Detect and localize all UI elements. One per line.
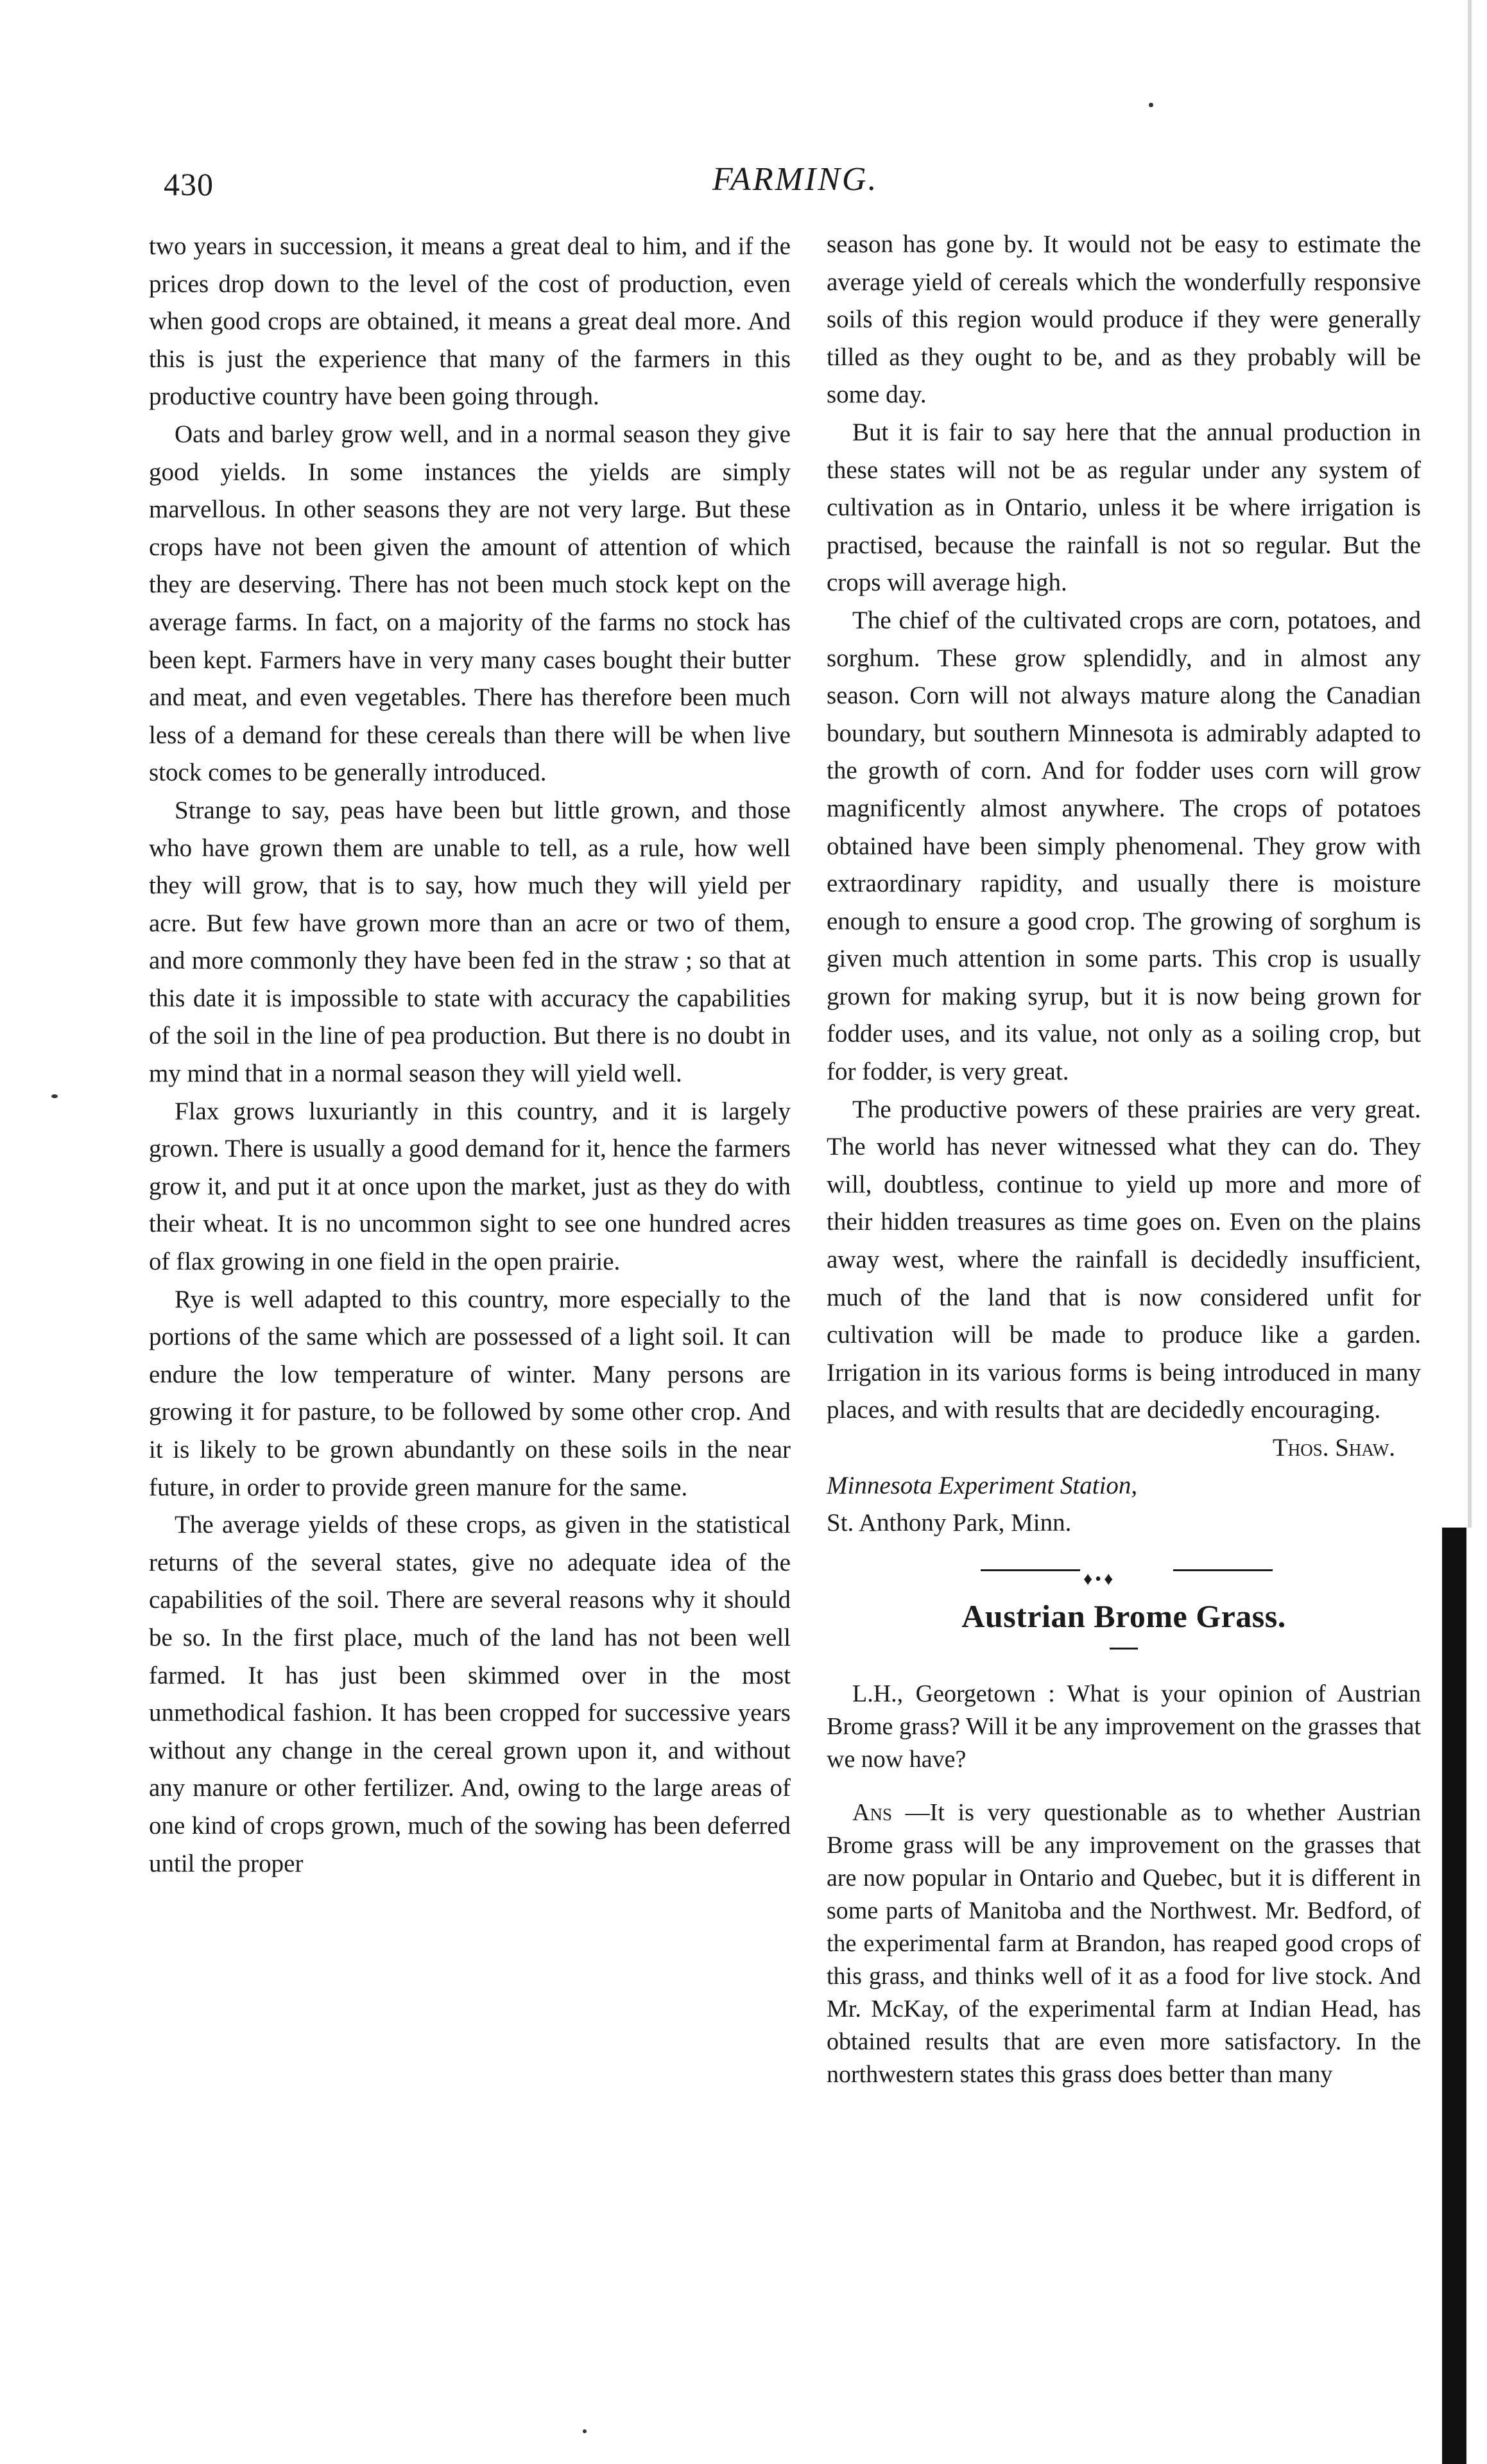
print-speck xyxy=(1149,103,1153,107)
right-paragraph-2: But it is fair to say here that the annual production in these states will not be as regular under any system of cultivation as in Ontario, unless it be where irrigation is practised, because the rainfall is not so regular. But the crops will average high. xyxy=(827,418,1421,597)
author-affiliation: Minnesota Experiment Station, xyxy=(827,1471,1138,1499)
print-speck xyxy=(51,1094,58,1098)
answer-body: —It is very questionable as to whether Austrian Brome grass will be any improvement on the grasses that are now popular in Ontario and Quebec, but it is different in some parts of Manitoba and the Northwest. Mr. Bedford, of the experimental farm at Brandon, has reaped good crops of this grass, and thinks well of it as a food for live stock. And Mr. McKay, of the experimental farm at Indian Head, has obtained results that are even more satisfactory. In the northwestern states this grass does better than many xyxy=(827,1799,1421,2089)
right-column xyxy=(827,226,1421,2091)
left-paragraph-3: Strange to say, peas have been but little grown, and those who have grown them are unable to tell, as a rule, how well they will grow, that is to say, how much they will yield per acre. But few have grown more than an acre or two of them, and more commonly they have been fed in the straw ; so that at this date it is impossible to state with accuracy the capabilities of the soil in the line of pea production. But there is no doubt in my mind that in a normal season they will yield well. xyxy=(149,796,791,1088)
left-column xyxy=(149,228,791,1882)
left-paragraph-6: The average yields of these crops, as given in the statistical returns of the several states, give no adequate idea of the capabilities of the soil. There are several reasons why it should be so. In the first place, much of the land has not been well farmed. It has just been skimmed over in the most unmethodical fashion. It has been cropped for successive years without any change in the cereal grown upon it, and without any manure or other fertilizer. And, owing to the large areas of one kind of crops grown, much of the sowing has been deferred until the proper xyxy=(149,1511,791,1877)
title-dash xyxy=(1110,1648,1138,1650)
left-paragraph-4: Flax grows luxuriantly in this country, and it is largely grown. There is usually a good demand for it, hence the farmers grow it, and put it at once upon the market, just as they do with their wheat. It is no uncommon sight to see one hundred acres of flax growing in one field in the open prairie. xyxy=(149,1097,791,1276)
running-title: FARMING. xyxy=(712,161,879,198)
answer-lead: Ans xyxy=(852,1799,892,1827)
editor-answer xyxy=(827,1796,1421,2091)
left-paragraph-5: Rye is well adapted to this country, more especially to the portions of the same which are possessed of a light soil. It can endure the low temperature of winter. Many persons are growing it for pasture, to be followed by some other crop. And it is likely to be grown abundantly on these soils in the near future, in order to provide green manure for the same. xyxy=(149,1285,791,1501)
right-paragraph-4: The productive powers of these prairies are very great. The world has never witnessed what they can do. They will, doubtless, continue to yield up more and more of their hidden treasures as time goes on. Even on the plains away west, where the rainfall is decidedly insufficient, much of the land that is now considered unfit for cultivation will be made to produce like a garden. Irrigation in its various forms is being introduced in many places, and with results that are decidedly encouraging. xyxy=(827,1095,1421,1424)
divider-rule-right xyxy=(1173,1569,1273,1571)
author-signature: Thos. Shaw. xyxy=(1272,1434,1395,1461)
divider-rule-left xyxy=(981,1569,1080,1571)
article-title: Austrian Brome Grass. xyxy=(961,1598,1286,1634)
divider-ornament: ♦•♦ xyxy=(1083,1569,1116,1589)
left-paragraph-1: two years in succession, it means a great deal to him, and if the prices drop down to the level of the cost of production, even when good crops are obtained, it means a great deal more. And this is just the experience that many of the farmers in this productive country have been going through. xyxy=(149,232,791,411)
page-edge-binding xyxy=(1442,1528,1466,2464)
section-divider xyxy=(827,1558,1421,1589)
print-speck xyxy=(583,2429,587,2433)
left-paragraph-2: Oats and barley grow well, and in a normal season they give good yields. In some instances the yields are simply marvellous. In other seasons they are not very large. But these crops have not been given the amount of attention of which they are deserving. There has not been much stock kept on the average farms. In fact, on a majority of the farms no stock has been kept. Farmers have in very many cases bought their butter and meat, and even vegetables. There has therefore been much less of a demand for these cereals than there will be when live stock comes to be generally introduced. xyxy=(149,420,791,787)
page-number: 430 xyxy=(164,166,214,202)
author-location: St. Anthony Park, Minn. xyxy=(827,1509,1072,1537)
page-edge-shadow xyxy=(1468,0,1472,1528)
right-paragraph-1: season has gone by. It would not be easy to estimate the average yield of cereals which the wonderfully responsive soils of this region would produce if they were generally tilled as they ought to be, and as they probably will be some day. xyxy=(827,230,1421,409)
right-paragraph-3: The chief of the cultivated crops are corn, potatoes, and sorghum. These grow splendidly, and in almost any season. Corn will not always mature along the Canadian boundary, but southern Minnesota is admirably adapted to the growth of corn. And for fodder uses corn will grow magnificently almost anywhere. The crops of potatoes obtained have been simply phenomenal. They grow with extraordinary rapidity, and usually there is moisture enough to ensure a good crop. The growing of sorghum is given much attention in some parts. This crop is usually grown for making syrup, but it is now being grown for fodder uses, and its value, not only as a soiling crop, but for fodder, is very great. xyxy=(827,606,1421,1086)
reader-question: L.H., Georgetown : What is your opinion of Austrian Brome grass? Will it be any improvement on the grasses that we now have? xyxy=(827,1680,1421,1773)
